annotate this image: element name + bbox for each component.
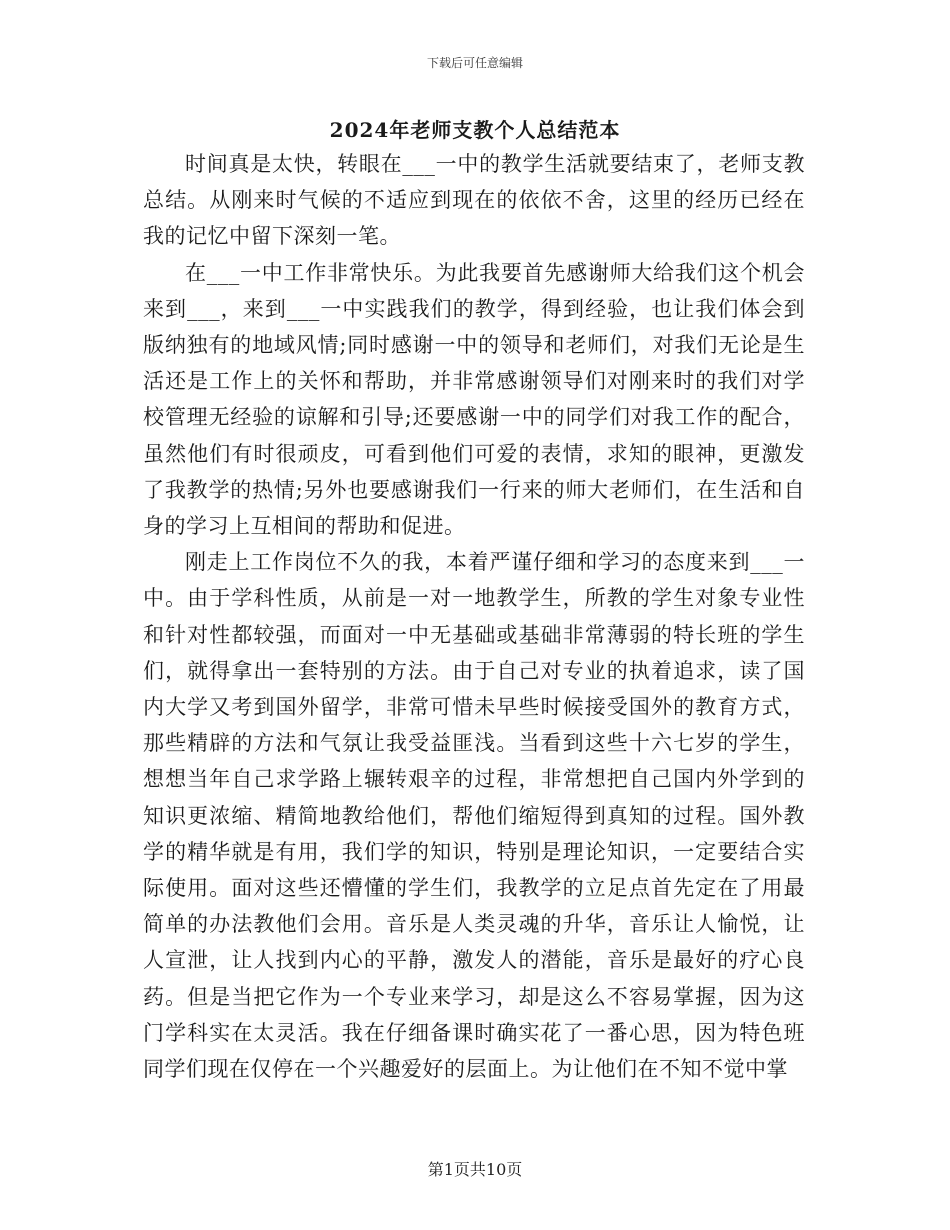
page-title: 2024年老师支教个人总结范本 bbox=[329, 118, 621, 142]
document-body bbox=[143, 146, 805, 1087]
paragraph-3: 刚走上工作岗位不久的我，本着严谨仔细和学习的态度来到___一中。由于学科性质，从前是一对一地教学生，所教的学生对象专业性和针对性都较强，而面对一中无基础或基础非常薄弱的特长班的学生们，就得拿出一套特别的方法。由于自己对专业的执着追求，读了国内大学又考到国外留学，非常可惜未早些时候接受国外的教育方式，那些精辟的方法和气氛让我受益匪浅。当看到这些十六七岁的学生，想想当年自己求学路上辗转艰辛的过程，非常想把自己国内外学到的知识更浓缩、精简地教给他们，帮他们缩短得到真知的过程。国外教学的精华就是有用，我们学的知识，特别是理论知识，一定要结合实际使用。面对这些还懵懂的学生们，我教学的立足点首先定在了用最简单的办法教他们会用。音乐是人类灵魂的升华，音乐让人愉悦，让人宣泄，让人找到内心的平静，激发人的潜能，音乐是最好的疗心良药。但是当把它作为一个专业来学习，却是这么不容易掌握，因为这门学科实在太灵活。我在仔细备课时确实花了一番心思，因为特色班同学们现在仅停在一个兴趣爱好的层面上。为让他们在不知不觉中掌 bbox=[143, 550, 805, 1082]
paragraph-1: 时间真是太快，转眼在___一中的教学生活就要结束了，老师支教总结。从刚来时气候的不适应到现在的依依不舍，这里的经历已经在我的记忆中留下深刻一笔。 bbox=[143, 152, 805, 249]
page-number: 第1页共10页 bbox=[427, 1160, 523, 1179]
paragraph-2: 在___一中工作非常快乐。为此我要首先感谢师大给我们这个机会来到___，来到___一中实践我们的教学，得到经验，也让我们体会到版纳独有的地域风情;同时感谢一中的领导和老师们，对我们无论是生活还是工作上的关怀和帮助，并非常感谢领导们对刚来时的我们对学校管理无经验的谅解和引导;还要感谢一中的同学们对我工作的配合，虽然他们有时很顽皮，可看到他们可爱的表情，求知的眼神，更激发了我教学的热情;另外也要感谢我们一行来的师大老师们，在生活和自身的学习上互相间的帮助和促进。 bbox=[143, 260, 805, 539]
header-note: 下载后可任意编辑 bbox=[426, 56, 523, 70]
